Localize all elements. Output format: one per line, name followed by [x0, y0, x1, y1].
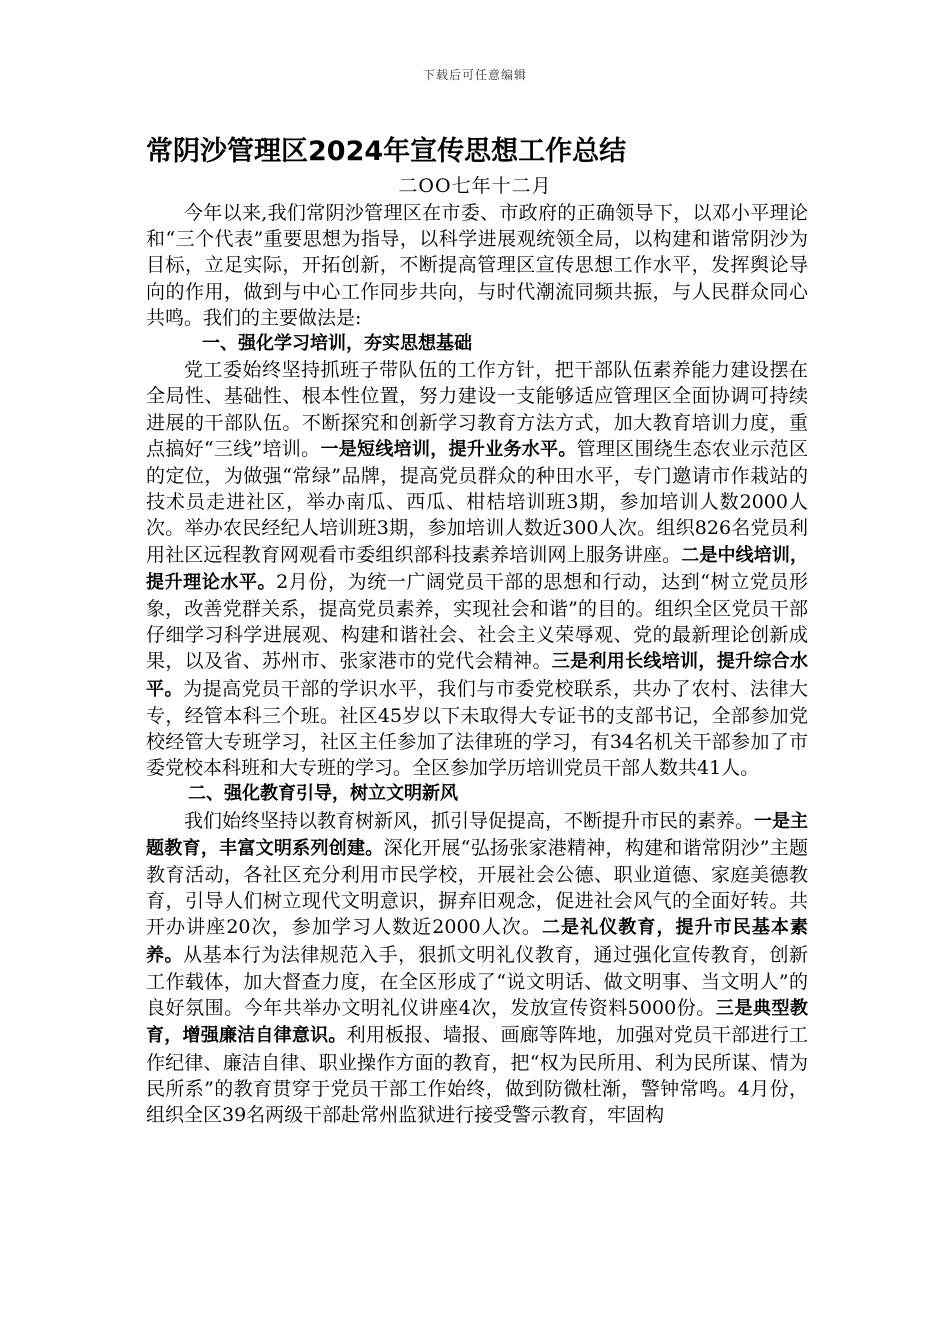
section-1-text-3: 2月份，为统一广阔党员干部的思想和行动，达到“树立党员形象，改善党群关系，提高党员素养，实现社会和谐”的目的。组织全区党员干部仔细学习科学进展观、构建和谐社会、社会主义荣辱观、党的最新理论创新成果，以及省、苏州市、张家港市的党代会精神。: [146, 570, 808, 673]
section-2-paragraph: [146, 808, 808, 1128]
section-1-paragraph: [146, 357, 808, 781]
section-1-bold-1: 一是短线培训，提升业务水平。: [320, 438, 577, 460]
section-1-bold-2: 二是中线培训，提升理论水平。: [146, 544, 808, 593]
section-1-text-4: 为提高党员干部的学识水平，我们与市委党校联系，共办了农村、法律大专，经管本科三个班。社区45岁以下未取得大专证书的支部书记，全部参加党校经管大专班学习，社区主任参加了法律班的学习，有34名机关干部参加了市委党校本科班和大专班的学习。全区参加学历培训党员干部人数共41人。: [146, 677, 808, 780]
section-heading-2: 二、强化教育引导，树立文明新风: [188, 783, 458, 805]
section-2-text-2: 深化开展“弘扬张家港精神，构建和谐常阴沙”主题教育活动，各社区充分利用市民学校，开展社会公德、职业道德、家庭美德教育，引导人们树立现代文明意识，摒弃旧观念，促进社会风气的全面好转。共开办讲座20次，参加学习人数近2000人次。: [146, 836, 809, 939]
document-date: 二OO七年十二月: [398, 175, 552, 197]
section-1-text-1: 党工委始终坚持抓班子带队伍的工作方针，把干部队伍素养能力建设摆在全局性、基础性、根本性位置，努力建设一支能够适应管理区全面协调可持续进展的干部队伍。不断探究和创新学习教育方法方式，加大教育培训力度，重点搞好“三线”培训。: [146, 359, 808, 460]
section-2-bold-3: 三是典型教育，增强廉洁自律意识。: [146, 998, 809, 1047]
page-header-note: 下载后可任意编辑: [422, 68, 527, 82]
document-body: [146, 200, 808, 1128]
section-2-text-3: 从基本行为法律规范入手，狠抓文明礼仪教育，通过强化宣传教育，创新工作载体，加大督查力度，在全区形成了“说文明话、做文明事、当文明人”的良好氛围。今年共举办文明礼仪讲座4次，发放宣传资料5000份。: [146, 943, 808, 1020]
section-2-bold-2: 二是礼仪教育，提升市民基本素养。: [146, 917, 809, 966]
section-heading-1: 一、强化学习培训，夯实思想基础: [202, 333, 472, 355]
section-1-text-2: 管理区围绕生态农业示范区的定位，为做强“常绿”品牌，提高党员群众的种田水平，专门邀请市作栽站的技术员走进社区，举办南瓜、西瓜、柑桔培训班3期，参加培训人数2000人次。举办农民经纪人培训班3期，参加培训人数近300人次。组织826名党员利用社区远程教育网观看市委组织部科技素养培训网上服务讲座。: [146, 437, 808, 566]
section-2-bold-1: 一是主题教育，丰富文明系列创建。: [146, 810, 809, 859]
section-1-bold-3: 三是利用长线培训，提升综合水平。: [146, 651, 808, 700]
section-2-text-4: 利用板报、墙报、画廊等阵地，加强对党员干部进行工作纪律、廉洁自律、职业操作方面的教育，把“权为民所用、利为民所谋、情为民所系”的教育贯穿于党员干部工作始终，做到防微杜渐，警钟常鸣。4月份，组织全区39名两级干部赴常州监狱进行接受警示教育，牢固构: [146, 1024, 808, 1126]
section-2-text-1: 我们始终坚持以教育树新风，抓引导促提高，不断提升市民的素养。: [184, 809, 755, 832]
intro-paragraph: 今年以来,我们常阴沙管理区在市委、市政府的正确领导下，以邓小平理论和“三个代表”重要思想为指导，以科学进展观统领全局，以构建和谐常阴沙为目标，立足实际，开拓创新，不断提高管理区宣传思想工作水平，发挥舆论导向的作用，做到与中心工作同步共向，与时代潮流同频共振，与人民群众同心共鸣。我们的主要做法是:: [146, 202, 808, 329]
document-title: 常阴沙管理区2024年宣传思想工作总结: [146, 136, 627, 167]
